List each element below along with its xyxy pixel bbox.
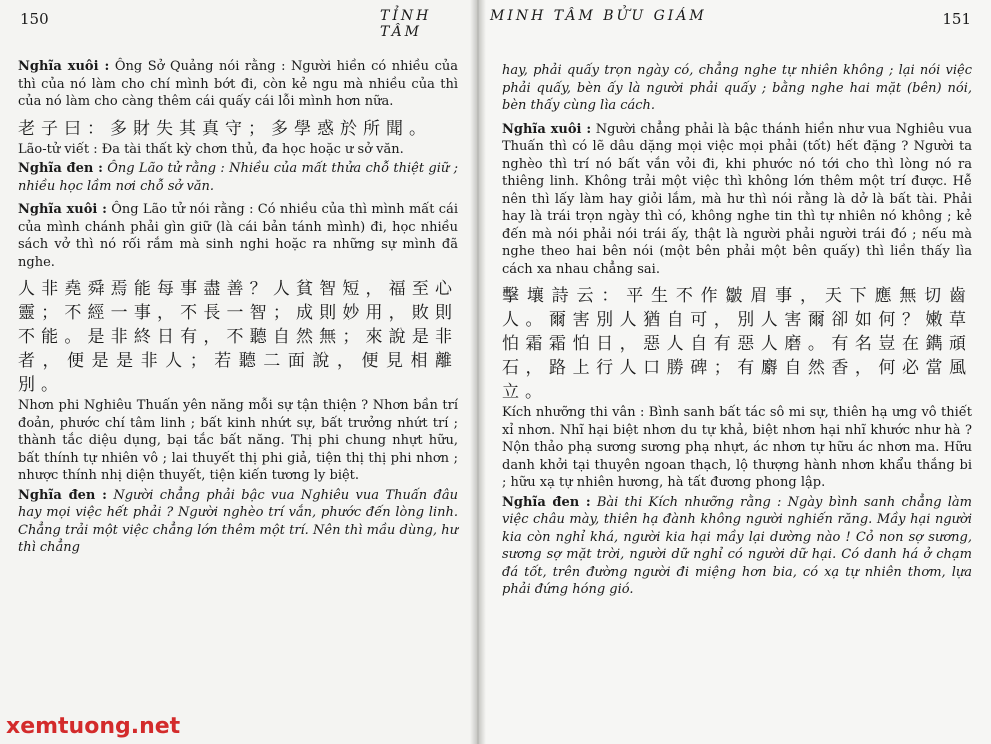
watermark: xemtuong.net: [6, 714, 181, 739]
paragraph: Nghĩa đen : Người chẳng phải bậc vua Nghiêu vua Thuấn đâu hay mọi việc hết phải ? Người nghèo trí vắn, phước đến lòng linh. Chẳng trải một việc chẳng lớn thêm một trí. Nên thì mầu dùng, hư thì chẳng: [18, 487, 458, 555]
chinese-text: 人非堯舜焉能每事盡善？人貧智短，福至心靈；不經一事，不長一智；成則妙用，敗則不能。是非終日有，不聽自然無；來說是非者，便是是非人；若聽二面說，便見相離別。: [18, 279, 458, 395]
paragraph: Nghĩa đen : Ông Lão tử rằng : Nhiều của mất thửa chỗ thiệt giữ ; nhiều học lầm nơi chỗ sở văn.: [18, 161, 458, 194]
left-text-column: [18, 58, 458, 563]
left-page-number: 150: [20, 10, 49, 28]
chinese-text: 老子曰：多財失其真守；多學惑於所聞。: [18, 118, 432, 139]
right-page-number: 151: [942, 10, 971, 28]
left-page: [0, 0, 478, 744]
romanization: Lão-tử viết : Đa tài thất kỳ chơn thủ, đa học hoặc ư sở văn.: [18, 141, 404, 157]
romanization: Nhơn phi Nghiêu Thuấn yên năng mỗi sự tận thiện ? Nhơn bần trí đoản, phước chí tâm linh ; bất kinh nhứt sự, bất trưởng nhứt trí ; thành tắc diệu dụng, bại tắc bất năng. Thị phi chung nhựt hữu, bất thính tự nhiên vô ; lai thuyết thị phi giả, tiện thị thị phi nhơn ; nhược thính nhị diện thuyết, tiện kiến tương ly biệt.: [18, 398, 458, 483]
left-running-head: TỈNH TÂM: [380, 8, 432, 40]
paragraph: Nghĩa đen : Bài thi Kích nhưỡng rằng : Ngày bình sanh chẳng làm việc châu mày, thiên hạ đành không người nghiến răng. Mầy hại người kia còn nghỉ khá, người kia hại mầy lại dường nào ! Cỏ non sợ sương, sương sợ mặt trời, người dữ nghỉ có người dữ hại. Có danh há ở chạm đá tốt, trên đường người đi miệng hơn bia, có xạ tự nhiên thơm, lựa phải đứng hóng gió.: [502, 494, 972, 597]
paragraph: Nghĩa xuôi : Ông Sở Quảng nói rằng : Người hiền có nhiều của thì của nó làm cho chí mình bớt đi, còn kẻ ngu mà nhiều của thì của nó làm cho càng thêm cái quấy cái lỗi mình hơn nữa.: [18, 59, 458, 109]
book-gutter: [470, 0, 486, 744]
paragraph: Nghĩa xuôi : Người chẳng phải là bậc thánh hiền như vua Nghiêu vua Thuấn thì có lẽ dâu dặng mọi việc mọi phải (tốt) hết đặng ? Người ta nghèo thì trí nó bất vắn vỏi đi, khi phước nó tới cho thì lòng nó ra thiêng linh. Không trải một việc thì không lớn thêm một trí được. Hễ nên thì lấy làm hay giỏi lắm, mà hư thì nói rằng là dở là bất tài. Phải hay là trái trọn ngày thì có, không nghe tin thì tự nhiên nó không ; kẻ đến mà nói phải nói trái ấy, thật là người phải người trái đó ; nếu mà nghe theo hai bên nói (một bên phải một bên quấy) thì liền thấy lìa cách xa nhau chẳng sai.: [502, 121, 972, 277]
right-running-head: MINH TÂM BỬU GIÁM: [490, 8, 707, 24]
right-text-column: [502, 62, 972, 605]
chinese-text: 擊壤詩云：平生不作皺眉事，天下應無切齒人。爾害別人猶自可，別人害爾卻如何？嫩草怕霜霜怕日，惡人自有惡人磨。有名豈在鐫頑石，路上行人口勝碑；有麝自然香，何必當風立。: [502, 286, 972, 402]
right-page: [478, 0, 991, 744]
paragraph: Nghĩa xuôi : Ông Lão tử nói rằng : Có nhiều của thì mình mất cái của mình chánh phải gìn giữ (là cái bản tánh mình) đi, học nhiều sách vở thì nó rối rắm mà sinh nghi hoặc ra những sự mình đã nghe.: [18, 202, 458, 270]
paragraph: hay, phải quấy trọn ngày có, chẳng nghe tự nhiên không ; lại nói việc phải quấy, bèn ấy là người phải quấy ; bằng nghe hai mặt (bên) nói, bèn thấy cùng lìa cách.: [502, 63, 972, 113]
romanization: Kích nhưỡng thi vân : Bình sanh bất tác sô mi sự, thiên hạ ưng vô thiết xỉ nhơn. Nhĩ hại biệt nhơn du tự khả, biệt nhơn hại nhĩ khước như hà ? Nộn thảo phạ sương sương phạ nhựt, ác nhơn tự hữu ác nhơn ma. Hữu danh khởi tại thuyên ngoan thạch, lộ thượng hành nhơn khẩu thắng bi ; hữu xạ tự nhiên hương, hà tất đương phong lập.: [502, 405, 972, 490]
